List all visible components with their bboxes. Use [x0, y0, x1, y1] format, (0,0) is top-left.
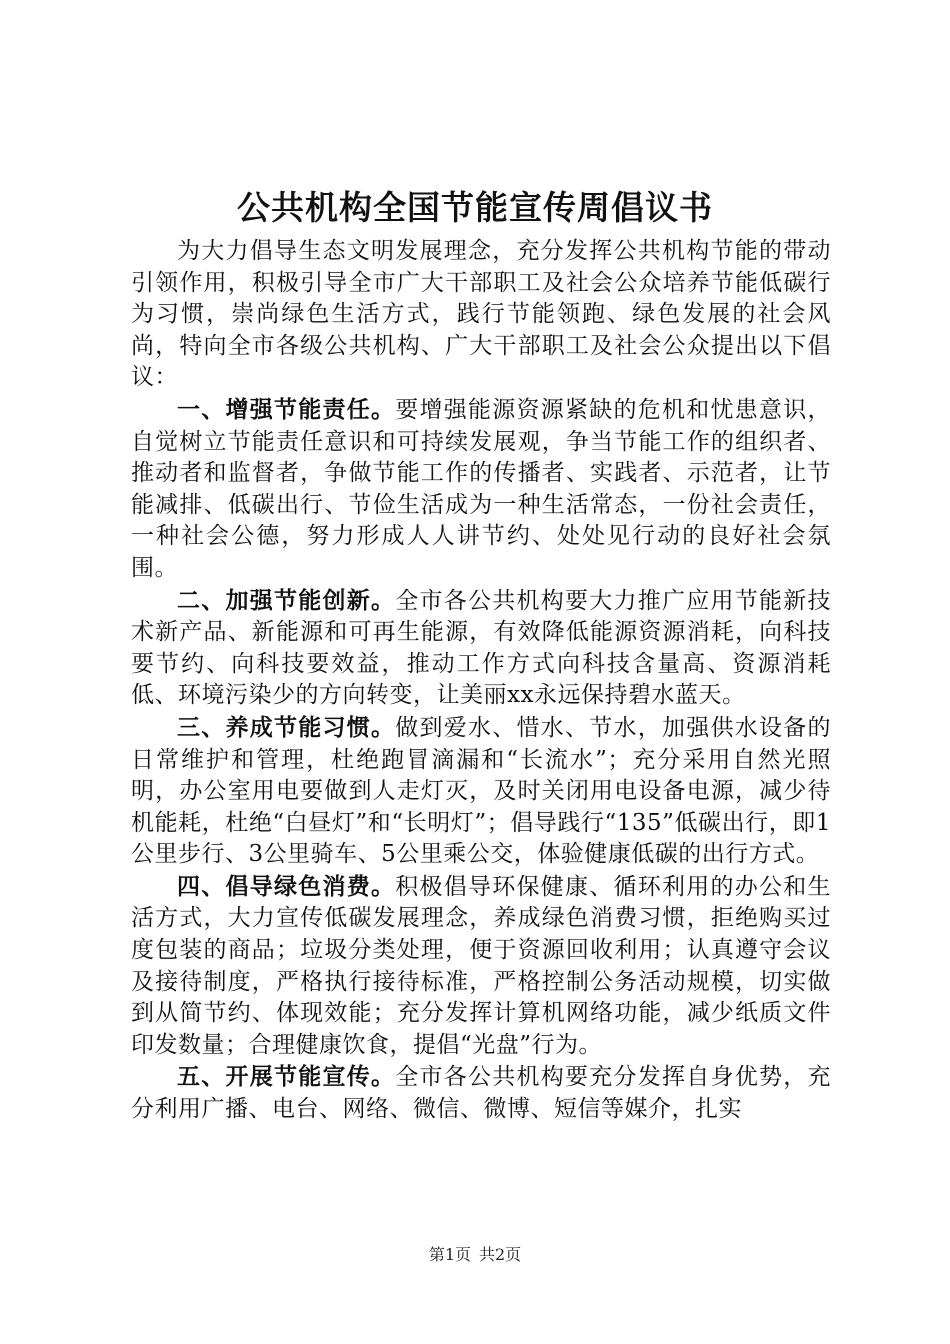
document-title: 公共机构全国节能宣传周倡议书	[237, 188, 713, 227]
page-number: 第1页	[428, 1245, 471, 1264]
section-4-heading: 四、倡导绿色消费。	[177, 872, 396, 900]
section-3-paragraph	[131, 712, 831, 871]
section-1-paragraph	[131, 394, 831, 585]
section-1-text: 要增强能源资源紧缺的危机和忧患意识，自觉树立节能责任意识和可持续发展观，争当节能工作的组织者、推动者和监督者，争做节能工作的传播者、实践者、示范者，让节能减排、低碳出行、节俭生活成为一种生活常态，一份社会责任，一种社会公德，努力形成人人讲节约、处处见行动的良好社会氛围。	[131, 396, 831, 581]
document-body	[131, 236, 831, 1126]
section-4-text: 积极倡导环保健康、循环利用的办公和生活方式，大力宣传低碳发展理念，养成绿色消费习惯，拒绝购买过度包装的商品；垃圾分类处理，便于资源回收利用；认真遵守会议及接待制度，严格执行接待标准，严格控制公务活动规模，切实做到从简节约、体现效能；充分发挥计算机网络功能，减少纸质文件印发数量；合理健康饮食，提倡“光盘”行为。	[131, 873, 831, 1058]
section-5-text: 全市各公共机构要充分发挥自身优势，充分利用广播、电台、网络、微信、微博、短信等媒介，扎实	[131, 1064, 831, 1123]
section-2-paragraph	[131, 585, 831, 712]
section-1-heading: 一、增强节能责任。	[177, 395, 396, 423]
section-5-heading: 五、开展节能宣传。	[177, 1063, 396, 1091]
section-2-heading: 二、加强节能创新。	[177, 586, 396, 614]
section-2-text: 全市各公共机构要大力推广应用节能新技术新产品、新能源和可再生能源，有效降低能源资源消耗，向科技要节约、向科技要效益，推动工作方式向科技含量高、资源消耗低、环境污染少的方向转变，让美丽xx永远保持碧水蓝天。	[131, 587, 831, 709]
section-3-heading: 三、养成节能习惯。	[177, 713, 396, 741]
section-5-paragraph	[131, 1061, 831, 1125]
section-3-text: 做到爱水、惜水、节水，加强供水设备的日常维护和管理，杜绝跑冒滴漏和“长流水”；充分采用自然光照明，办公室用电要做到人走灯灭，及时关闭用电设备电源，减少待机能耗，杜绝“白昼灯”和“长明灯”；倡导践行“135”低碳出行，即1公里步行、3公里骑车、5公里乘公交，体验健康低碳的出行方式。	[131, 714, 831, 868]
page-footer	[0, 1245, 950, 1265]
section-4-paragraph	[131, 871, 831, 1062]
intro-paragraph: 为大力倡导生态文明发展理念，充分发挥公共机构节能的带动引领作用，积极引导全市广大干部职工及社会公众培养节能低碳行为习惯，崇尚绿色生活方式，践行节能领跑、绿色发展的社会风尚，特向全市各级公共机构、广大干部职工及社会公众提出以下倡议：	[131, 238, 831, 391]
page-total: 共2页	[479, 1245, 522, 1264]
